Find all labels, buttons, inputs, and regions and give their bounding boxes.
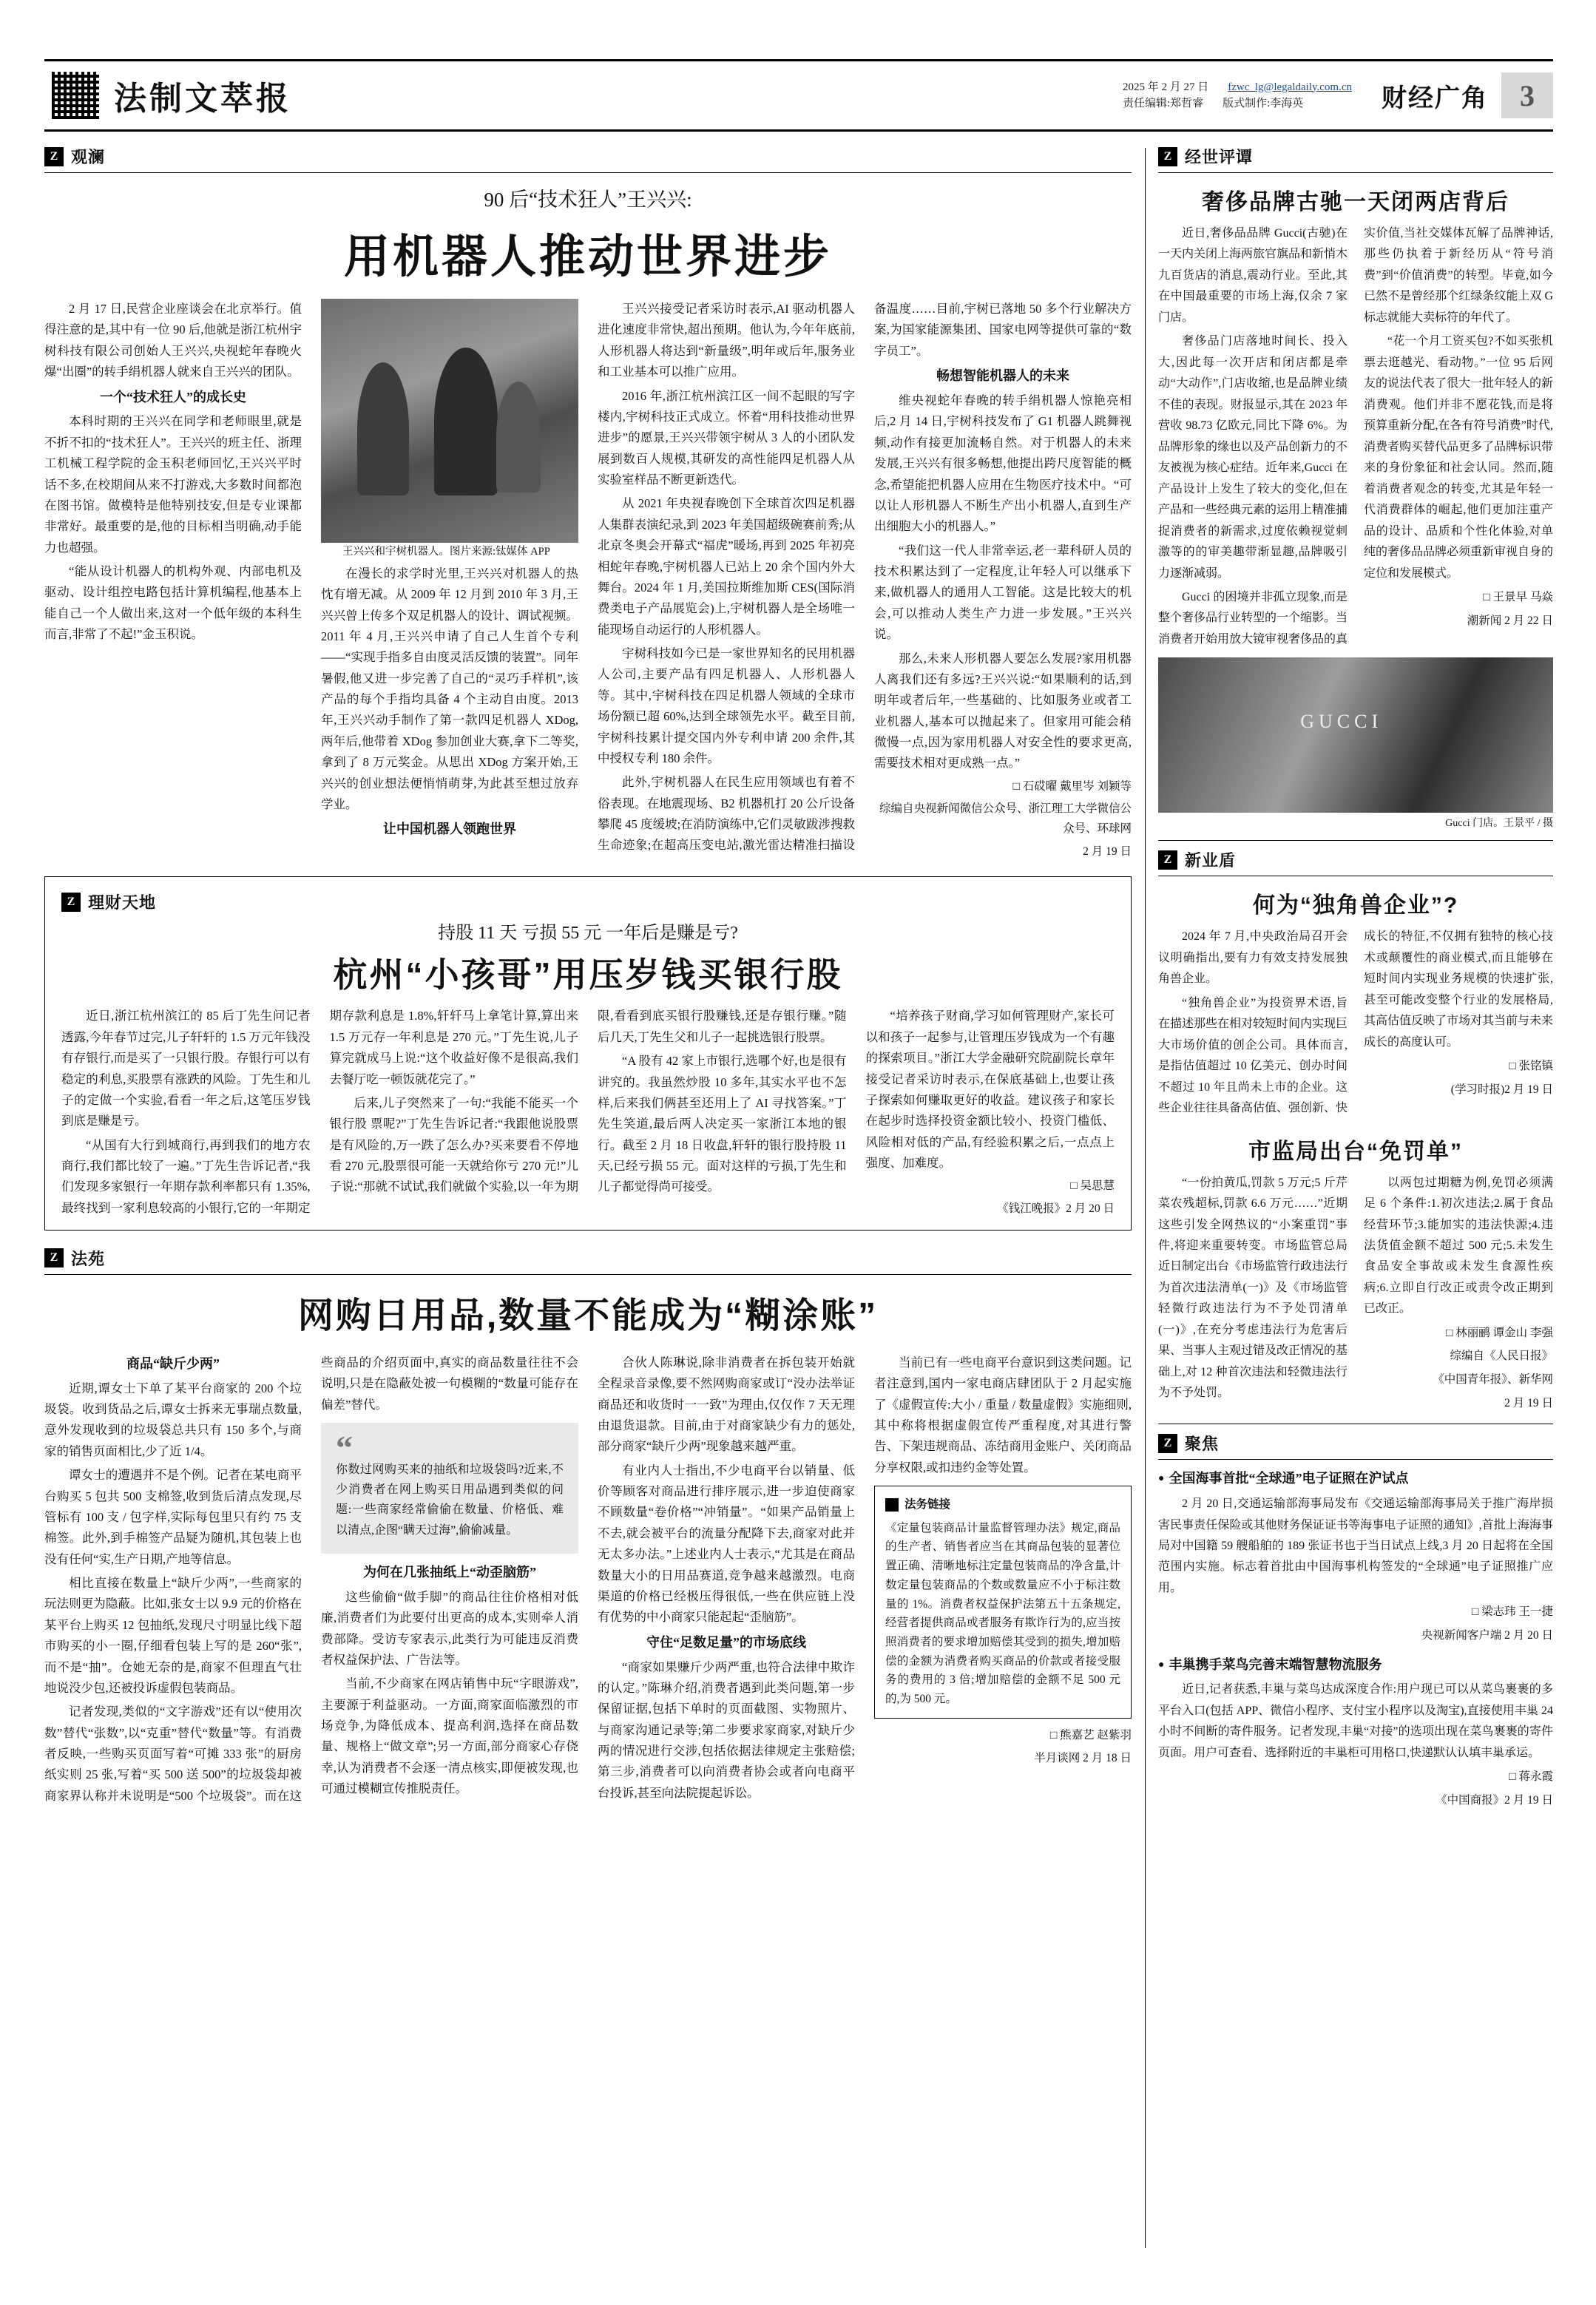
paragraph: “商家如果赚斤少两严重,也符合法律中欺诈的认定。”陈琳介绍,消费者遇到此类问题,第一步保留证据,包括下单时的页面截图、实物照片、与商家沟通记录等;第二步要求家商家,对缺斤少两的情况进行交涉,包括依据法律规定主张赔偿;第三步,消费者可以向消费者协会或者向电商平台投诉,甚至向法院提起诉讼。: [598, 1659, 855, 1800]
rubric-label: 经世评谭: [1185, 148, 1254, 166]
paragraph: 当前已有一些电商平台意识到这类问题。记者注意到,国内一家电商店肆团队于 2 月起实施了《虚假宣传:大小 / 重量 / 数量虚假》实施细则,其中称将根据虚假宣传严重程度,对其进行警告、下架违规商品、冻结商用金账户、关闭商品分享权限,或扣违约金等处置。: [874, 1355, 1132, 1475]
xinye-body-1: [1158, 927, 1553, 1119]
layout-credit: 版式制作:李海英: [1223, 98, 1304, 109]
photo-caption: Gucci 门店。王景平 / 摄: [1445, 818, 1553, 830]
law-link-title-row: [885, 1495, 1120, 1514]
paragraph: 这些偷偷“做手脚”的商品往往价格相对低廉,消费者们为此要付出更高的成本,实则牵人消费部降。受访专家表示,此类行为可能违反消费者权益保护法、广告法等。: [321, 1589, 578, 1667]
editor-name: 责任编辑:郑哲睿: [1122, 98, 1204, 109]
source-date: 2 月 19 日: [1083, 845, 1132, 858]
right-column: [1158, 145, 1553, 1814]
rubric-mark-icon: Z: [1158, 147, 1177, 166]
byline: □ 林丽鹂 谭金山 李强: [1446, 1326, 1553, 1339]
subheading: 为何在几张抽纸上“动歪脑筋”: [363, 1564, 536, 1580]
paragraph: 从 2021 年央视春晚创下全球首次四足机器人集群表演纪录,到 2023 年美国超级碗赛前秀;从北京冬奥会开幕式“福虎”暖场,再到 2025 年初亮相蛇年春晚,宇树机器人已站上 20 余个国内外大舞台。2024 年 1 月,美国拉斯维加斯 CES(国际消费类电子产品展览会)上,宇树机器人是全场唯一能现场自动运行的人形机器人。: [598, 496, 855, 637]
paragraph: 2 月 17 日,民营企业座谈会在北京举行。值得注意的是,其中有一位 90 后,他就是浙江杭州宇树科技有限公司创始人王兴兴,央视蛇年春晚火爆“出圈”的转手绢机器人就来自王兴兴的团队。: [44, 302, 302, 379]
subheading: 守住“足数足量”的市场底线: [646, 1634, 806, 1650]
subheading: 一个“技术狂人”的成长史: [100, 389, 246, 405]
masthead-section: [1382, 72, 1553, 118]
paragraph: “培养孩子财商,学习如何管理财产,家长可以和孩子一起参与,让管理压岁钱成为一个有趣的探索项目。”浙江大学金融研究院副院长章年接受记者采访时表示,在保底基础上,也要让孩子探索如何赚取更好的收益。建议孩子和家长在起步时选择投资金额比较小、投资门槛低、风险相对低的产品,有经验积累之后,一点点上强度、加难度。: [865, 1009, 1115, 1171]
source-line: (学习时报)2 月 19 日: [1450, 1083, 1553, 1096]
masthead-info: [1123, 79, 1352, 112]
source-line: 《中国青年报》、新华网: [1433, 1373, 1553, 1387]
law-link-box: [874, 1486, 1132, 1719]
jingshi-body: [1158, 223, 1553, 650]
rubric-mark-icon: Z: [1158, 1434, 1177, 1453]
subheading: 让中国机器人领跑世界: [383, 822, 516, 837]
publish-date: 2025 年 2 月 27 日: [1122, 81, 1209, 93]
byline: □ 梁志玮 王一捷: [1471, 1605, 1553, 1619]
byline: □ 王景早 马焱: [1483, 590, 1553, 603]
rubric-label: 观澜: [71, 148, 106, 166]
rubric-divider: [44, 172, 1132, 173]
rubric-mark-icon: Z: [1158, 850, 1177, 870]
paragraph: “一份拍黄瓜,罚款 5 万元;5 斤芹菜农残超标,罚款 6.6 万元……”近期这些引发全网热议的“小案重罚”事件,将迎来重要转变。市场监管总局近日制定出台《市场监管行政违法行为首次违法清单(一)》及《市场监管轻微行政违法行为不予处罚清单(一)》,在充分考虑违法行为危害后果、当事人主观过错及改正情况的基础上,对 12 种首次违法和轻微违法行为不予处罚。: [1158, 1176, 1348, 1400]
paragraph: 2024 年 7 月,中央政治局召开会议明确指出,要有力有效支持发展独角兽企业。: [1158, 930, 1348, 986]
byline: □ 石砹曜 戴里岑 刘颖等: [1012, 779, 1132, 793]
rubric-licai: [61, 890, 1115, 913]
source-line: 《钱江晚报》2 月 20 日: [997, 1202, 1115, 1216]
rubric-divider: [1158, 1459, 1553, 1460]
rubric-label: 聚焦: [1185, 1435, 1220, 1454]
source-date: 2 月 19 日: [1504, 1396, 1553, 1409]
paragraph: “花一个月工资买包?不如买张机票去逛越光、看动物。”一位 95 后网友的说法代表了很大一批年轻人的新消费观。他们并非不愿花钱,而是将预算重新分配,在各有符号消费”时代,消费者购买替代品更多了品牌标识带来的身份象征和社会认同。然而,随着消费者观念的转变,尤其是年轻一代消费群体的崛起,他们更加注重产品的设计、品质和个性化体验,对单纯的奢侈品品牌必须重新审视自身的定位和发展模式。: [1364, 335, 1554, 580]
lead-kicker: 90 后“技术狂人”王兴兴:: [484, 189, 692, 211]
paragraph: 奢侈品门店落地时间长、投入大,因此每一次开店和闭店都是牵动“大动作”,门店收缩,也是品牌业绩不佳的表现。财报显示,其在 2023 年营收 98.73 亿欧元,同比下降 6%。为品牌形象的缘也以及产品创新力的不友被视为核心症结。近年来,Gucci 在产品设计上发生了较大的变化,但在产品和一些经典元素的运用上精准捕捉消费者的新需求,过度依赖视觉刺激等的的审美趣带渐显趣,品牌吸引力逐渐减弱。: [1158, 335, 1348, 580]
paragraph: 记者发现,类似的“文字游戏”还有以“使用次数”替代“张数”,以“克重”替代“数量”等。有消费者反映,一些购买页面写着“可摊 333 张”的厨房纸实则 25 张,写着“买 500 送 500”的垃圾袋却被商家界认称并未说明是“500 个垃圾袋”。而在这些商品的介绍页面中,真实的商品数量往往不会说明,只是在隐蔽处被一句模糊的“数量可能存在偏差”替代。: [44, 1355, 578, 1803]
licai-body: [61, 1006, 1115, 1219]
pull-quote: [321, 1423, 578, 1554]
paragraph: 合伙人陈琳说,除非消费者在拆包装开始就全程录音录像,要不然网购商家或订“没办法举证商品还和收货时一一致”为理由,仅仅作 7 天无理由退货退款。目前,由于对商家缺少有力的惩处,部分商家“缺斤少两”现象越来越严重。: [598, 1355, 855, 1454]
subheading: 商品“缺斤少两”: [126, 1355, 220, 1371]
rubric-mark-icon: Z: [44, 147, 64, 166]
rubric-xinye: [1158, 848, 1553, 871]
jujiao-headline-2: ● 丰巢携手菜鸟完善末端智慧物流服务: [1158, 1655, 1553, 1676]
paragraph: 王兴兴接受记者采访时表示,AI 驱动机器人进化速度非常快,超出预期。他认为,今年年底前,人形机器人将达到“新量级”,明年或后年,服务业和工业基本可以推广应用。: [598, 302, 855, 379]
section-title: 财经广角: [1382, 84, 1488, 112]
photo-caption: 王兴兴和宇树机器人。图片来源:钛媒体 APP: [342, 546, 550, 558]
fayuan-headline: 网购日用品,数量不能成为“糊涂账”: [297, 1296, 879, 1336]
paragraph: 2 月 20 日,交通运输部海事局发布《交通运输部海事局关于推广海岸损害民事责任保险或其他财务保证证书等海事电子证照的通知》,首批上海海事局对中国籍 59 艘船舶的 189 张证书也于当日试点上线,3 月 20 日起将在全国范围内实施。标志着首批由中国海事机构签发的“全球通”电子证照推广应用。: [1158, 1497, 1553, 1594]
paragraph: 在漫长的求学时光里,王兴兴对机器人的热忱有增无减。从 2009 年 12 月到 2010 年 3 月,王兴兴曾上传多个双足机器人的设计、调试视频。2011 年 4 月,王兴兴申请了自己人生首个专利——“实现手指多自由度灵活反馈的装置”。同年暑假,他又进一步完善了自己的“灵巧手样机”,该产品的每个手指均具备 4 个主动自由度。2013 年,王兴兴动手制作了第一款四足机器人 XDog,两年后,他带着 XDog 参加创业大赛,拿下二等奖,拿到了 8 万元奖金。从思出 XDog 方案开始,王兴兴的创业想法便悄悄萌芽,为此甚至想过放弃学业。: [321, 566, 578, 811]
left-column: [44, 145, 1132, 1807]
rubric-divider: [1158, 172, 1553, 173]
page-number: 3: [1501, 72, 1553, 118]
paragraph: 宇树科技如今已是一家世界知名的民用机器人公司,主要产品有四足机器人、人形机器人等。其中,宇树科技在四足机器人领域的全球市场份额已超 60%,达到全球领先水平。截至目前,宇树科技累计提交国内外专利申请 200 余件,其中授权专利 180 余件。: [598, 646, 855, 765]
fayuan-body: [44, 1353, 1132, 1807]
paragraph: 维央视蛇年春晚的转手绢机器人惊艳亮相后,2 月 14 日,宇树科技发布了 G1 机器人跳舞视频,动作有接更加流畅自然。对于机器人的未来发展,王兴兴有很多畅想,他提出跨尺度智能的概念,希望能把机器人应用在生物医疗技术中。“可以让人形机器人不断生产出小机器人,直到生产出细胞大小的机器人。”: [874, 393, 1132, 534]
rubric-fayuan: [44, 1247, 1132, 1270]
paragraph: “A 股有 42 家上市银行,选哪个好,也是很有讲究的。我虽然炒股 10 多年,其实水平也不怎样,后来我们俩甚至还用上了 AI 寻找答案。”丁先生笑道,最后两人决定买一家浙江本地的银行。截至 2 月 18 日收盘,轩轩的银行股持股 11 天,已经亏损 55 元。面对这样的亏损,丁先生和儿子都觉得尚可接受。: [598, 1054, 847, 1194]
subheading: 畅想智能机器人的未来: [936, 368, 1069, 384]
lead-body: [44, 299, 1132, 862]
rubric-label: 理财天地: [88, 893, 157, 913]
paragraph: “能从设计机器人的机构外观、内部电机及驱动、设计组控电路包括计算机编程,他基本上能自己一个人做出来,这对一个低年级的本科生而言,非常了不起!”金玉积说。: [44, 564, 302, 642]
gucci-photo: GUCCI: [1158, 657, 1553, 813]
licai-headline: 杭州“小孩哥”用压岁钱买银行股: [333, 955, 843, 995]
rubric-jujiao: [1158, 1432, 1553, 1455]
source-line: 半月谈网 2 月 18 日: [1034, 1751, 1132, 1764]
jujiao-body-1: [1158, 1494, 1553, 1646]
rubric-mark-icon: Z: [44, 1248, 64, 1267]
paragraph: 相比直接在数量上“缺斤少两”,一些商家的玩法则更为隐蔽。比如,张女士以 9.9 元的价格在某平台上购买 12 包抽纸,发现尺寸明显比线下超市购买的小一圈,仔细看包装上写的是 260“张”,而不是“抽”。仓她无奈的是,商家不但理直气壮地说没少包,还被投诉虚假包装商品。: [44, 1576, 302, 1695]
byline: □ 熊嘉艺 赵紫羽: [1049, 1728, 1132, 1742]
source-line: 综编自央视新闻微信公众号、浙江理工大学微信公众号、环球网: [879, 802, 1132, 836]
editor-email[interactable]: fzwc_lg@legaldaily.com.cn: [1228, 81, 1352, 93]
source-line: 综编自《人民日报》: [1450, 1350, 1553, 1363]
rubric-mark-icon: Z: [61, 893, 81, 912]
qr-code-icon: [50, 70, 101, 121]
byline: □ 蒋永霞: [1509, 1770, 1553, 1784]
paragraph: “从国有大行到城商行,再到我们的地方农商行,我们都比较了一遍。”丁先生告诉记者,“我们发现多家银行一年期存款利率都只有 1.35%,最终找到一家利息较高的小银行,它的一年期定期存款利息是 1.8%,轩轩马上拿笔计算,算出来 1.5 万元存一年利息是 270 元。”丁先生说,儿子算完就成马上说:“这个收益好像不是很高,我们去餐厅吃一顿饭就花完了。”: [61, 1009, 578, 1215]
byline: □ 吴思慧: [1070, 1179, 1115, 1193]
masthead: [44, 59, 1553, 132]
paragraph: 近日,浙江杭州滨江的 85 后丁先生问记者透露,今年春节过完,儿子轩轩的 1.5 万元年钱没有存银行,而是买了一只银行股。存银行可以有稳定的利息,买股票有涨跌的风险。丁先生和儿子的定做一个实验,看看一年之后,这笔压岁钱到底是赚是亏。: [61, 1009, 311, 1128]
paragraph: 当前,不少商家在网店销售中玩“字眼游戏”,主要源于利益驱动。一方面,商家面临激烈的市场竞争,为降低成本、提高利润,选择在商品数量、规格上“做文章”;另一方面,部分商家心存侥幸,认为消费者不会逐一清点核实,即便被发现,也可通过模糊宣传推脱责任。: [321, 1676, 578, 1796]
rubric-jingshi: [1158, 145, 1553, 168]
source-line: 《中国商报》2 月 19 日: [1436, 1793, 1553, 1807]
paragraph: 近日,记者获悉,丰巢与菜鸟达成深度合作:用户现已可以从菜鸟裹裹的多平台入口(包括 APP、微信小程序、支付宝小程序以及淘宝),直接使用丰巢 24 小时不间断的寄件服务。记者发现,丰巢“对接”的选项出现在菜鸟裹裹的寄件页面。用户可查看、选择附近的丰巢柜可用格口,快递默认认填丰巢承运。: [1158, 1683, 1553, 1759]
paragraph: 近期,谭女士下单了某平台商家的 200 个垃圾袋。收到货品之后,谭女士拆来无事瑞点数量,意外发现收到的垃圾袋总共只有 150 多个,与商家的销售页面相比,少了近 1/4。: [44, 1381, 302, 1458]
paragraph: 近日,奢侈品品牌 Gucci(古驰)在一天内关闭上海两旅官旗品和新悄木九百货店的消息,震动行业。至此,其在中国最重要的市场上海,仅余 7 家门店。: [1158, 227, 1348, 324]
paragraph: 2016 年,浙江杭州滨江区一间不起眼的写字楼内,宇树科技正式成立。怀着“用科技推动世界进步”的愿景,王兴兴带领宇树从 3 人的小团队发展到数百人规模,其研发的高性能四足机器人从实验室样品不断更新迭代。: [598, 388, 855, 487]
paragraph: 本科时期的王兴兴在同学和老师眼里,就是不折不扣的“技术狂人”。王兴兴的班主任、浙理工机械工程学院的金玉积老师回忆,王兴兴平时话不多,在校期间从来不打游戏,大多数时间都泡在图书馆。做模特是他特别技安,但是专业课都非常好。最重要的是,他的目标相当明确,动手能力也超强。: [44, 414, 302, 555]
paragraph: 那么,未来人形机器人要怎么发展?家用机器人离我们还有多远?王兴兴说:“如果顺利的话,到明年或者后年,一些基础的、比如服务业或者工业机器人,基本可以抛起来了。但家用可能会稍微慢一点,因为家用机器人对安全性的要求更高,需要技术相对更成熟一点。”: [874, 651, 1132, 771]
paragraph: “独角兽企业”为投资界术语,旨在描述那些在相对较短时间内实现巨大市场价值的创企公司。具体而言,是指估值超过 10 亿美元、创办时间不超过 10 年且尚未上市的企业。这些企业往往具备高估值、强创新、快成长的特征,不仅拥有独特的核心技术或颠覆性的商业模式,而且能够在短时间内实现业务规模的快速扩张,甚至可能改变整个行业的发展格局,其高估值反映了市场对其当前与未来成长的高度认可。: [1158, 930, 1554, 1115]
jujiao-headline-1: ● 全国海事首批“全球通”电子证照在沪试点: [1158, 1469, 1553, 1489]
jingshi-headline: 奢侈品牌古驰一天闭两店背后: [1202, 190, 1509, 214]
source-line: 央视新闻客户端 2 月 20 日: [1421, 1629, 1553, 1642]
licai-kicker: 持股 11 天 亏损 55 元 一年后是赚是亏?: [438, 924, 738, 944]
column-divider: [1145, 148, 1146, 2248]
rubric-label: 法苑: [71, 1249, 106, 1268]
rubric-divider: [44, 1274, 1132, 1275]
paragraph: “我们这一代人非常幸运,老一辈科研人员的技术积累达到了一定程度,让年轻人可以继承下来,做机器人的通用人工智能。这是比较大的机会,可以推动人类生产力进一步发展。”王兴兴说。: [874, 543, 1132, 642]
xinye-headline-2: 市监局出台“免罚单”: [1248, 1139, 1463, 1164]
paper-name: 法制文萃报: [114, 81, 291, 117]
pull-quote-text: 你数过网购买来的抽纸和垃圾袋吗?近来,不少消费者在网上购买日用品遇到类似的问题:一些商家经常偷偷在数量、价格低、难以清点,企图“瞒天过海”,偷偷减量。: [336, 1463, 564, 1537]
paragraph: 后来,儿子突然来了一句:“我能不能买一个银行股 票呢?”丁先生告诉记者:“我跟他说股票是有风险的,万一跌了怎么办?买来要看不停地看 270 元,股票很可能一天就给你亏 270 元!”儿子说:“那就不试试,我们就做个实验,以一年为期限,看看到底买银行股赚钱,还是存银行赚。”随后几天,丁先生父和儿子一起挑选银行股票。: [329, 1009, 847, 1194]
paragraph: 以两包过期糖为例,免罚必须满足 6 个条件:1.初次违法;2.属于食品经营环节;3.能加实的违法快源;4.违法货值金额不超过 500 元;5.未发生食品安全事故或未发生食源性疾病;6.立即自行改正或责令改正期到已改正。: [1364, 1176, 1553, 1316]
paragraph: Gucci 的困境并非孤立现象,而是整个奢侈品行业转型的一个缩影。当消费者开始用放大镜审视奢侈品的真实价值,当社交媒体瓦解了品牌神话,那些仍执着于新经历从“符号消费”到“价值消费”的转型。毕竟,如今已然不是曾经那个红绿条纹能上双 G 标志就能大卖标符的年代了。: [1158, 227, 1553, 646]
law-link-text: 《定量包装商品计量监督管理办法》规定,商品的生产者、销售者应当在其商品包装的显著位置正确、清晰地标注定量包装商品的净含量,计数定量包装商品的个数或数量应不小于标注数量的 1%。消费者权益保护法第五十五条规定,经营者提供商品或者服务有欺诈行为的,应当按照消费者的要求增加赔偿其受到的损失,增加赔偿的金额为消费者购买商品的价款或者接受服务的费用的 3 倍;增加赔偿的金额不足 500 元的,为 500 元。: [885, 1521, 1120, 1706]
law-link-title: 法务链接: [904, 1498, 951, 1512]
source-line: 潮新闻 2 月 22 日: [1467, 614, 1553, 627]
lead-headline: 用机器人推动世界进步: [343, 231, 832, 282]
quote-mark-icon: “: [336, 1428, 353, 1466]
xinye-headline-1: 何为“独角兽企业”?: [1252, 893, 1459, 918]
byline: □ 张铭镇: [1509, 1060, 1553, 1073]
law-mark-icon: [885, 1498, 899, 1512]
paragraph: 有业内人士指出,不少电商平台以销量、低价等顾客对商品进行排序展示,进一步迫使商家不顾数量“卷价格”“冲销量”。“如果产品销量上不去,就会被平台的流量分配降下去,商家对此并无太多办法。”上述业内人士表示,“尤其是在商品数量大小的日用品赛道,竞争越来越激烈。电商渠道的价格已经极压得很低,一些在供应链上没有优势的中小商家只能起起“歪脑筋”。: [598, 1463, 855, 1625]
xinye-body-2: [1158, 1173, 1553, 1414]
licai-article: [44, 876, 1132, 1230]
paragraph: 此外,宇树机器人在民生应用领域也有着不俗表现。在地震现场、B2 机器机打 20 公斤设备攀爬 45 度缓坡;在消防演练中,它们灵敏跋涉搜救生命迹象;在超高压变电站,激光雷达精准扫描设备温度……目前,宇树已落地 50 多个行业解决方案,为国家能源集团、国家电网等提供可靠的“数字员工”。: [598, 302, 1132, 853]
paragraph: 谭女士的遭遇并不是个例。记者在某电商平台购买 5 包共 500 支棉签,收到货后清点发现,尽管标有 100 支 / 包字样,实际每包里只有约 75 支棉签。此外,到手棉签产品疑为随机,其包装上也没有任何“实,生产日期,产地等信息。: [44, 1468, 302, 1566]
fayuan-article: [44, 1247, 1132, 1807]
rubric-label: 新业盾: [1185, 851, 1237, 870]
divider: [1158, 840, 1553, 841]
lead-photo: [321, 299, 578, 543]
jujiao-body-2: [1158, 1679, 1553, 1810]
rubric-guanlan: [44, 145, 1132, 168]
